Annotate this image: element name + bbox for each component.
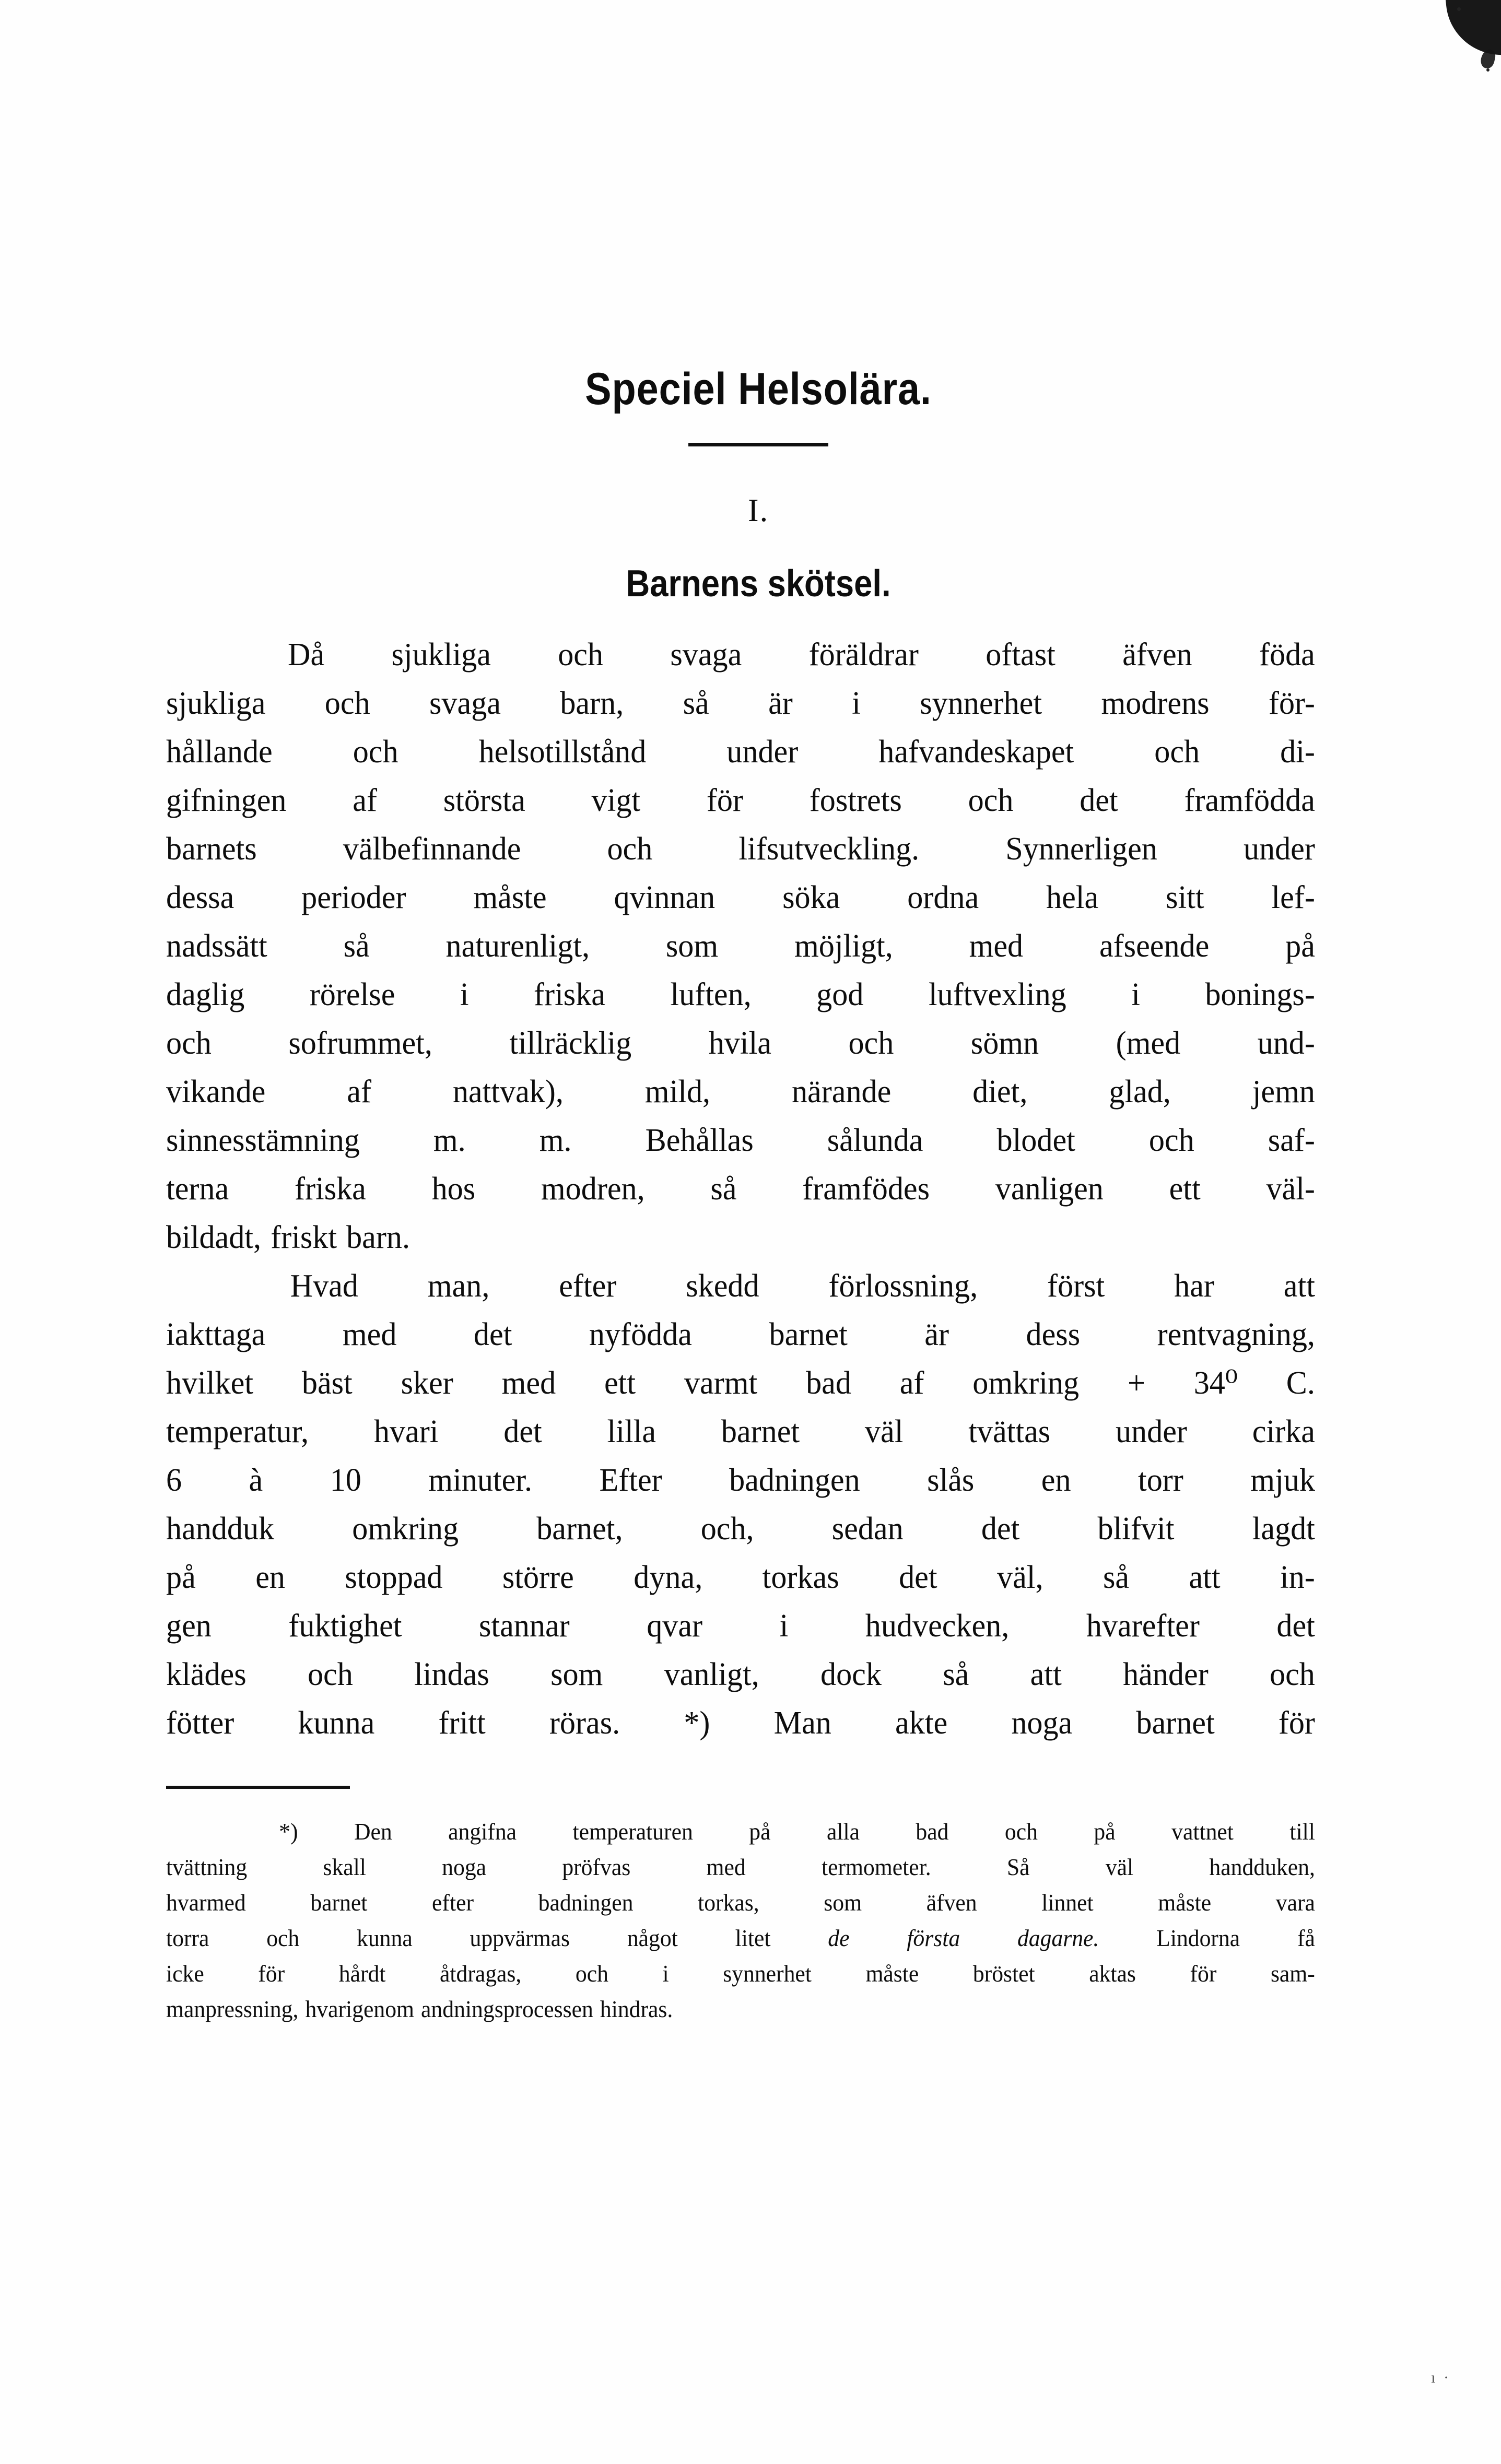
word: rörelse — [309, 976, 395, 1012]
word: svaga — [429, 685, 501, 721]
text-line — [166, 978, 1315, 1027]
word: Lindorna — [1156, 1925, 1240, 1951]
word: sömn — [970, 1025, 1039, 1061]
footnote-text — [166, 1820, 1351, 2033]
word: vara — [1275, 1889, 1315, 1916]
word: och — [1154, 734, 1200, 770]
footnote-divider — [166, 1786, 350, 1789]
word: afseende — [1099, 928, 1210, 964]
word: äfven — [926, 1889, 977, 1916]
word: och — [307, 1656, 353, 1692]
word: en — [255, 1559, 285, 1595]
word: bad — [806, 1365, 851, 1401]
word: blifvit — [1097, 1511, 1175, 1547]
page-content — [166, 0, 1351, 2033]
word: aktas — [1089, 1960, 1136, 1987]
word: 34⁰ — [1193, 1365, 1238, 1401]
word: kunna — [298, 1705, 375, 1741]
word: fostrets — [809, 782, 902, 818]
word: 10 — [330, 1462, 361, 1498]
text-line — [166, 930, 1315, 978]
word: (med — [1116, 1025, 1181, 1061]
word: ett — [604, 1365, 636, 1401]
word: handduk — [166, 1511, 275, 1547]
word: för — [1190, 1960, 1217, 1987]
word: hvarmed — [166, 1889, 246, 1916]
word: sofrummet, — [288, 1025, 432, 1061]
word: efter — [559, 1268, 617, 1304]
text-line — [166, 1998, 1315, 2033]
word: måste — [1158, 1889, 1212, 1916]
word: skedd — [686, 1268, 759, 1304]
word: i — [460, 976, 469, 1012]
word: manpressning, — [166, 1996, 299, 2022]
title-divider — [688, 443, 828, 446]
word: på — [1094, 1818, 1116, 1845]
word: det — [981, 1511, 1020, 1547]
word: badningen — [538, 1889, 634, 1916]
word: helsotillstånd — [478, 734, 647, 770]
word: barn. — [346, 1219, 410, 1255]
chapter-numeral: I. — [747, 493, 769, 529]
word: barn, — [560, 685, 624, 721]
text-line — [166, 736, 1315, 784]
word: vanligt, — [664, 1656, 759, 1692]
word: så — [343, 928, 370, 964]
word: mjuk — [1250, 1462, 1315, 1498]
word: föräldrar — [808, 636, 919, 673]
word: röras. — [549, 1705, 620, 1741]
text-line — [166, 1270, 1315, 1318]
word: en — [1041, 1462, 1071, 1498]
text-line — [166, 1856, 1315, 1891]
word: C. — [1286, 1365, 1315, 1401]
word: daglig — [166, 976, 245, 1012]
word: och — [848, 1025, 894, 1061]
word: klädes — [166, 1656, 247, 1692]
word: 6 — [166, 1462, 182, 1498]
word: händer — [1123, 1656, 1209, 1692]
text-line — [166, 1367, 1315, 1416]
word: friskt — [271, 1219, 337, 1255]
word: och, — [700, 1511, 754, 1547]
word: af — [353, 782, 377, 818]
page-title: Speciel Helsolära. — [585, 364, 932, 414]
word: vanligen — [995, 1171, 1104, 1207]
word: hårdt — [338, 1960, 386, 1987]
word: och — [266, 1925, 300, 1951]
word: dagarne. — [1017, 1925, 1099, 1951]
word: blodet — [996, 1122, 1075, 1158]
word: modrens — [1101, 685, 1210, 721]
word: det — [503, 1413, 542, 1449]
text-line — [166, 1464, 1315, 1513]
word: för- — [1268, 685, 1315, 721]
word: fritt — [438, 1705, 486, 1741]
word: diet, — [972, 1074, 1028, 1110]
word: di- — [1280, 734, 1315, 770]
word: för — [706, 782, 743, 818]
word: bäst — [301, 1365, 353, 1401]
word: hindras. — [600, 1996, 673, 2022]
word: och — [353, 734, 398, 770]
word: fuktighet — [288, 1608, 402, 1644]
word: hållande — [166, 734, 273, 770]
word: ett — [1169, 1171, 1201, 1207]
word: naturenligt, — [445, 928, 590, 964]
scan-speck-icon — [1486, 68, 1490, 72]
word: till — [1289, 1818, 1315, 1845]
text-line — [166, 1927, 1315, 1962]
word: andningsprocessen — [421, 1996, 593, 2022]
word: *) — [684, 1705, 710, 1741]
word: i — [1131, 976, 1140, 1012]
word: och — [558, 636, 604, 673]
word: af — [899, 1365, 924, 1401]
word: med — [342, 1316, 397, 1352]
word: hudvecken, — [865, 1608, 1010, 1644]
word: kunna — [357, 1925, 413, 1951]
word: större — [502, 1559, 574, 1595]
word: väl- — [1266, 1171, 1315, 1207]
word: noga — [1011, 1705, 1073, 1741]
word: Hvad — [290, 1268, 358, 1304]
word: hela — [1046, 879, 1099, 915]
word: dessa — [166, 879, 234, 915]
section-heading: Barnens skötsel. — [626, 563, 891, 605]
word: möjligt, — [794, 928, 893, 964]
word: måste — [865, 1960, 919, 1987]
word: m. — [433, 1122, 466, 1158]
word: varmt — [684, 1365, 758, 1401]
word: temperatur, — [166, 1413, 309, 1449]
word: stannar — [479, 1608, 570, 1644]
word: uppvärmas — [470, 1925, 570, 1951]
word: och — [607, 831, 653, 867]
word: hvilket — [166, 1365, 254, 1401]
word: slås — [927, 1462, 975, 1498]
word: få — [1297, 1925, 1315, 1951]
word: största — [443, 782, 525, 818]
word: väl — [864, 1413, 904, 1449]
word: badningen — [729, 1462, 860, 1498]
word: är — [924, 1316, 949, 1352]
word: torkas — [762, 1559, 839, 1595]
word: torra — [166, 1925, 209, 1951]
word: äfven — [1122, 636, 1192, 673]
text-line — [166, 1076, 1315, 1124]
word: terna — [166, 1171, 229, 1207]
word: termometer. — [821, 1854, 931, 1880]
word: för — [1278, 1705, 1315, 1741]
word: pröfvas — [562, 1854, 631, 1880]
word: det — [1276, 1608, 1315, 1644]
text-line — [166, 1891, 1315, 1927]
text-line — [166, 784, 1315, 833]
word: att — [1283, 1268, 1315, 1304]
word: och — [968, 782, 1014, 818]
word: Behållas — [645, 1122, 754, 1158]
word: noga — [442, 1854, 487, 1880]
word: framfödda — [1184, 782, 1315, 818]
text-line — [166, 1173, 1315, 1221]
word: att — [1189, 1559, 1221, 1595]
word: nattvak), — [452, 1074, 564, 1110]
word: bad — [916, 1818, 949, 1845]
word: in- — [1280, 1559, 1315, 1595]
word: söka — [782, 879, 840, 915]
word: alla — [826, 1818, 860, 1845]
word: synnerhet — [723, 1960, 812, 1987]
word: och — [1148, 1122, 1194, 1158]
word: för — [258, 1960, 285, 1987]
word: icke — [166, 1960, 204, 1987]
word: hos — [431, 1171, 476, 1207]
word: något — [627, 1925, 678, 1951]
word: barnet — [721, 1413, 800, 1449]
word: dess — [1026, 1316, 1081, 1352]
word: lagdt — [1252, 1511, 1315, 1547]
word: dock — [820, 1656, 882, 1692]
word: dyna, — [634, 1559, 703, 1595]
text-line — [166, 1413, 1315, 1464]
word: så — [683, 685, 709, 721]
word: Den — [354, 1818, 392, 1845]
word: lindas — [414, 1656, 489, 1692]
text-line — [166, 1962, 1315, 1998]
text-line — [166, 1221, 1315, 1270]
word: sitt — [1166, 879, 1204, 915]
word: Efter — [599, 1462, 662, 1498]
word: glad, — [1109, 1074, 1171, 1110]
word: så — [943, 1656, 969, 1692]
word: vigt — [591, 782, 641, 818]
word: luften, — [670, 976, 752, 1012]
text-line — [166, 1820, 1315, 1856]
text-line — [166, 687, 1315, 736]
word: qvar — [647, 1608, 703, 1644]
body-text — [166, 636, 1351, 1755]
word: gifningen — [166, 782, 287, 818]
word: och — [575, 1960, 608, 1987]
word: föda — [1259, 636, 1315, 673]
word: barnet — [310, 1889, 368, 1916]
word: à — [249, 1462, 263, 1498]
word: vattnet — [1171, 1818, 1234, 1845]
bottom-scan-mark: ı · — [1431, 2369, 1451, 2386]
word: närande — [791, 1074, 892, 1110]
word: första — [907, 1925, 960, 1951]
text-line — [166, 1124, 1315, 1173]
word: sjukliga — [166, 685, 266, 721]
text-line — [166, 1610, 1315, 1658]
word: under — [1115, 1413, 1187, 1449]
word: förlossning, — [828, 1268, 978, 1304]
word: torr — [1138, 1462, 1183, 1498]
word: hafvandeskapet — [878, 734, 1074, 770]
word: lilla — [607, 1413, 656, 1449]
word: måste — [473, 879, 547, 915]
word: och — [1004, 1818, 1038, 1845]
word: väl, — [996, 1559, 1043, 1595]
word: handduken, — [1209, 1854, 1315, 1880]
word: välbefinnande — [343, 831, 521, 867]
word: Då — [288, 636, 325, 673]
text-line — [166, 1318, 1315, 1367]
word: som — [550, 1656, 603, 1692]
word: vikande — [166, 1074, 266, 1110]
word: m. — [539, 1122, 572, 1158]
word: det — [899, 1559, 937, 1595]
word: det — [1080, 782, 1118, 818]
word: cirka — [1252, 1413, 1315, 1449]
word: saf- — [1268, 1122, 1315, 1158]
word: tvättning — [166, 1854, 248, 1880]
word: lef- — [1271, 879, 1315, 915]
word: af — [347, 1074, 371, 1110]
word: perioder — [301, 879, 406, 915]
word: väl — [1105, 1854, 1134, 1880]
word: bonings- — [1205, 976, 1315, 1012]
word: hvila — [708, 1025, 771, 1061]
word: bildadt, — [166, 1219, 262, 1255]
word: synnerhet — [920, 685, 1042, 721]
word: under — [726, 734, 799, 770]
word: litet — [735, 1925, 771, 1951]
word: sker — [401, 1365, 453, 1401]
word: är — [768, 685, 793, 721]
text-line — [166, 1658, 1315, 1707]
word: på — [166, 1559, 196, 1595]
word: man, — [427, 1268, 490, 1304]
word: *) — [279, 1818, 298, 1845]
text-line — [166, 636, 1315, 687]
word: hvarigenom — [305, 1996, 414, 2022]
word: linnet — [1041, 1889, 1094, 1916]
word: tvättas — [968, 1413, 1051, 1449]
word: med — [969, 928, 1024, 964]
word: bröstet — [972, 1960, 1035, 1987]
word: hvarefter — [1086, 1608, 1200, 1644]
word: har — [1174, 1268, 1214, 1304]
word: ordna — [907, 879, 979, 915]
word: med — [706, 1854, 746, 1880]
word: sålunda — [827, 1122, 923, 1158]
word: iakttaga — [166, 1316, 266, 1352]
text-line — [166, 1707, 1315, 1755]
word: nadssätt — [166, 928, 267, 964]
word: på — [1285, 928, 1315, 964]
word: sinnesstämning — [166, 1122, 360, 1158]
text-line — [166, 1027, 1315, 1076]
word: modren, — [541, 1171, 645, 1207]
word: sam- — [1270, 1960, 1315, 1987]
word: god — [816, 976, 864, 1012]
word: und- — [1257, 1025, 1315, 1061]
word: stoppad — [345, 1559, 443, 1595]
word: mild, — [644, 1074, 711, 1110]
scan-speck-icon — [1457, 7, 1461, 11]
word: torkas, — [698, 1889, 759, 1916]
word: rentvagning, — [1157, 1316, 1315, 1352]
word: först — [1047, 1268, 1105, 1304]
word: nyfödda — [589, 1316, 692, 1352]
word: temperaturen — [572, 1818, 693, 1845]
word: barnet — [1136, 1705, 1215, 1741]
word: på — [749, 1818, 771, 1845]
word: efter — [432, 1889, 474, 1916]
text-line — [166, 881, 1315, 930]
word: framfödes — [802, 1171, 930, 1207]
text-line — [166, 1513, 1315, 1561]
word: luftvexling — [928, 976, 1066, 1012]
word: i — [779, 1608, 789, 1644]
word: och — [324, 685, 370, 721]
word: omkring — [972, 1365, 1080, 1401]
word: lifsutveckling. — [738, 831, 920, 867]
word: + — [1127, 1365, 1145, 1401]
scan-edge-speck-icon — [1480, 49, 1497, 70]
word: i — [852, 685, 861, 721]
word: sedan — [831, 1511, 904, 1547]
text-line — [166, 1561, 1315, 1610]
word: med — [501, 1365, 556, 1401]
word: oftast — [986, 636, 1056, 673]
word: friska — [534, 976, 605, 1012]
word: Man — [773, 1705, 831, 1741]
paragraph — [166, 636, 1351, 1270]
word: angifna — [448, 1818, 517, 1845]
word: under — [1243, 831, 1315, 867]
word: hvari — [373, 1413, 439, 1449]
word: i — [662, 1960, 669, 1987]
word: akte — [895, 1705, 948, 1741]
word: de — [828, 1925, 850, 1951]
word: svaga — [670, 636, 742, 673]
word: qvinnan — [614, 879, 716, 915]
word: barnets — [166, 831, 257, 867]
word: så — [1103, 1559, 1130, 1595]
word: och — [166, 1025, 212, 1061]
word: minuter. — [428, 1462, 533, 1498]
word: jemn — [1252, 1074, 1315, 1110]
word: skall — [323, 1854, 366, 1880]
word: och — [1270, 1656, 1315, 1692]
word: fötter — [166, 1705, 234, 1741]
word: gen — [166, 1608, 212, 1644]
word: friska — [294, 1171, 366, 1207]
word: så — [710, 1171, 737, 1207]
word: Så — [1006, 1854, 1030, 1880]
word: som — [665, 928, 719, 964]
word: tillräcklig — [509, 1025, 632, 1061]
word: sjukliga — [391, 636, 491, 673]
word: omkring — [352, 1511, 459, 1547]
word: Synnerligen — [1005, 831, 1157, 867]
word: att — [1030, 1656, 1062, 1692]
word: barnet, — [536, 1511, 623, 1547]
text-line — [166, 833, 1315, 881]
paragraph — [166, 1270, 1351, 1755]
word: det — [473, 1316, 512, 1352]
word: barnet — [769, 1316, 848, 1352]
word: som — [824, 1889, 862, 1916]
word: åtdragas, — [439, 1960, 522, 1987]
